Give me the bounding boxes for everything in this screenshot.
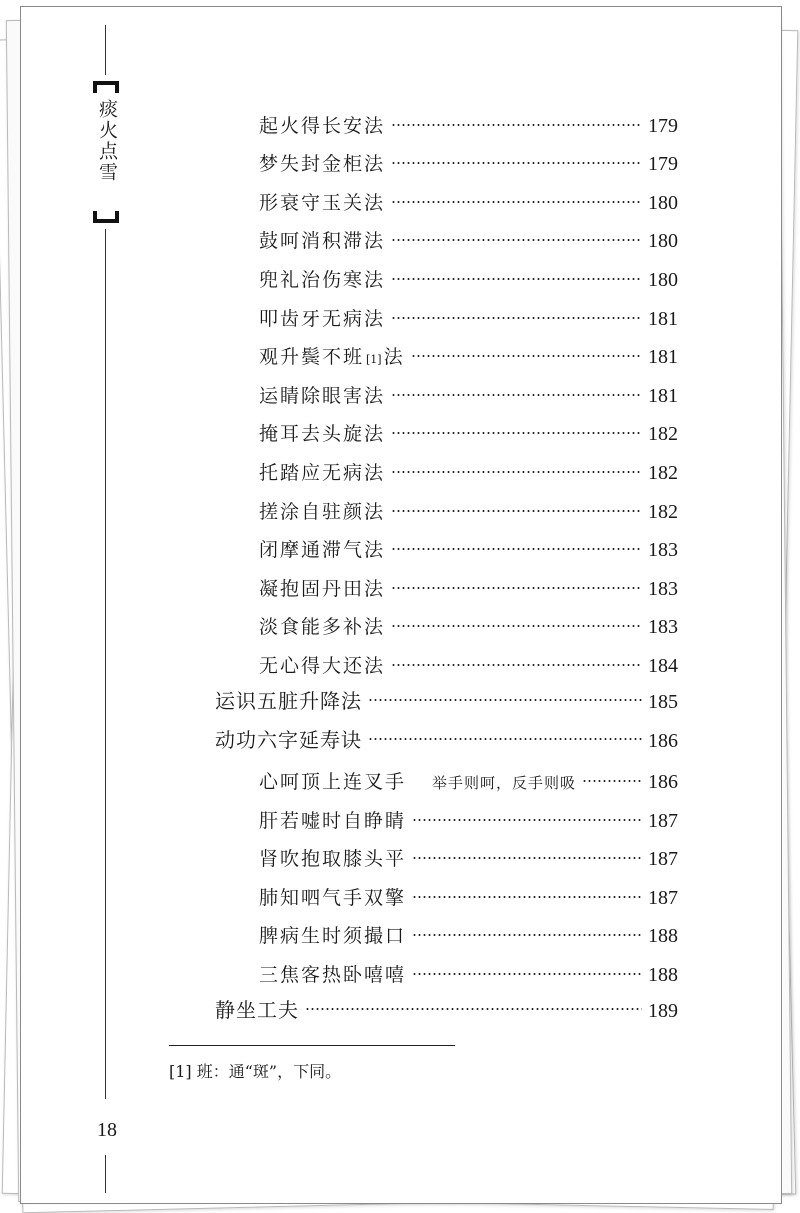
toc-entry-page: 189 [648, 1000, 678, 1022]
toc-entry-title: 鼓呵消积滞法 [259, 230, 386, 252]
toc-entry-page: 181 [648, 346, 678, 368]
toc-entry[interactable] [259, 497, 678, 524]
toc-entry-title: 闭摩通滞气法 [259, 539, 386, 561]
toc-entry-title: 心呵顶上连叉手 [259, 771, 407, 793]
toc-entry-title: 形衰守玉关法 [259, 192, 386, 214]
dot-leader [391, 625, 642, 627]
dot-leader [391, 394, 642, 396]
dot-leader [391, 510, 642, 512]
toc-entry-title: 肝若嘘时自睁睛 [259, 810, 407, 832]
header-rule-middle [105, 229, 106, 1099]
toc-entry-title-suffix: 法 [383, 346, 405, 368]
footnote-reference[interactable]: [1] [366, 353, 382, 366]
toc-entry-title: 搓涂自驻颜法 [259, 501, 386, 523]
toc-entry-title: 观升鬓不班 [259, 346, 365, 368]
dot-leader [411, 355, 642, 357]
toc-entry-page: 181 [648, 308, 678, 330]
toc-entry-title: 无心得大还法 [259, 655, 386, 677]
toc-entry-title: 兜礼治伤寒法 [259, 269, 386, 291]
toc-entry[interactable] [259, 960, 678, 987]
toc-entry-page: 188 [648, 964, 678, 986]
toc-entry[interactable] [259, 458, 678, 485]
book-page [20, 6, 782, 1204]
toc-entry[interactable] [259, 574, 678, 601]
toc-entry[interactable] [259, 883, 678, 910]
toc-entry-title: 运睛除眼害法 [259, 385, 386, 407]
toc-entry-page: 183 [648, 578, 678, 600]
dot-leader [412, 973, 642, 975]
title-bracket-bottom [93, 207, 119, 223]
toc-entry[interactable] [259, 921, 678, 948]
toc-entry-page: 185 [648, 691, 678, 713]
dot-leader [391, 124, 642, 126]
toc-entry-page: 187 [648, 810, 678, 832]
toc-entry-title: 起火得长安法 [259, 115, 386, 137]
toc-entry-page: 179 [648, 153, 678, 175]
header-rule-top [105, 25, 106, 75]
toc-entry-title: 淡食能多补法 [259, 616, 386, 638]
dot-leader [368, 699, 642, 701]
toc-entry-page: 183 [648, 616, 678, 638]
toc-entry-title: 肾吹抱取膝头平 [259, 848, 407, 870]
toc-entry-page: 181 [648, 385, 678, 407]
toc-entry[interactable] [215, 724, 678, 753]
dot-leader [391, 239, 642, 241]
dot-leader [391, 471, 642, 473]
toc-entry[interactable] [259, 844, 678, 871]
toc-entry[interactable] [215, 994, 678, 1023]
toc-entry-page: 187 [648, 887, 678, 909]
toc-entry-page: 186 [648, 771, 678, 793]
toc-entry-title: 运识五脏升降法 [215, 689, 362, 713]
toc-entry[interactable] [259, 535, 678, 562]
toc-entry-page: 183 [648, 539, 678, 561]
toc-entry-page: 180 [648, 269, 678, 291]
title-bracket-top [93, 81, 119, 97]
toc-entry-title: 叩齿牙无病法 [259, 308, 386, 330]
toc-entry[interactable] [259, 304, 678, 331]
dot-leader [391, 317, 642, 319]
running-title: 痰火点雪 [96, 99, 118, 183]
dot-leader [391, 587, 642, 589]
dot-leader [412, 896, 642, 898]
toc-entry-note: 举手则呵，反手则吸 [432, 774, 577, 792]
footnote: [1] 班：通“斑”，下同。 [169, 1062, 342, 1081]
toc-entry[interactable] [259, 265, 678, 292]
toc-entry-page: 180 [648, 192, 678, 214]
dot-leader [391, 162, 642, 164]
dot-leader [391, 201, 642, 203]
toc-entry[interactable] [215, 685, 678, 714]
toc-entry-page: 188 [648, 925, 678, 947]
toc-entry-title: 三焦客热卧嘻嘻 [259, 964, 407, 986]
toc-entry[interactable] [259, 419, 678, 446]
toc-entry-page: 184 [648, 655, 678, 677]
dot-leader [582, 780, 642, 782]
toc-entry[interactable] [259, 188, 678, 215]
toc-entry-page: 180 [648, 230, 678, 252]
toc-entry[interactable] [259, 342, 678, 369]
toc-entry-title: 动功六字延寿诀 [215, 728, 362, 752]
dot-leader [391, 548, 642, 550]
toc-entry[interactable] [259, 149, 678, 176]
toc-entry-title: 脾病生时须撮口 [259, 925, 407, 947]
dot-leader [305, 1008, 642, 1010]
dot-leader [368, 738, 642, 740]
toc-entry-title: 掩耳去头旋法 [259, 423, 386, 445]
header-rule-bottom [105, 1155, 106, 1193]
dot-leader [412, 819, 642, 821]
toc-entry-title: 梦失封金柜法 [259, 153, 386, 175]
footnote-rule [169, 1045, 455, 1046]
toc-entry-title: 凝抱固丹田法 [259, 578, 386, 600]
toc-entry-title: 托踏应无病法 [259, 462, 386, 484]
dot-leader [391, 664, 642, 666]
toc-entry-page: 182 [648, 462, 678, 484]
toc-entry[interactable] [259, 651, 678, 678]
toc-entry[interactable] [259, 226, 678, 253]
toc-entry[interactable] [259, 381, 678, 408]
toc-entry-page: 187 [648, 848, 678, 870]
toc-entry[interactable] [259, 111, 678, 138]
toc-entry-title: 静坐工夫 [215, 998, 299, 1022]
dot-leader [391, 278, 642, 280]
toc-entry-title: 肺知呬气手双擎 [259, 887, 407, 909]
toc-entry[interactable] [259, 806, 678, 833]
toc-entry-page: 186 [648, 730, 678, 752]
page-number: 18 [97, 1119, 117, 1141]
toc-entry[interactable] [259, 612, 678, 639]
dot-leader [391, 432, 642, 434]
dot-leader [412, 857, 642, 859]
toc-entry-page: 182 [648, 423, 678, 445]
toc-entry-page: 179 [648, 115, 678, 137]
toc-entry[interactable] [259, 767, 678, 794]
dot-leader [412, 934, 642, 936]
toc-entry-page: 182 [648, 501, 678, 523]
